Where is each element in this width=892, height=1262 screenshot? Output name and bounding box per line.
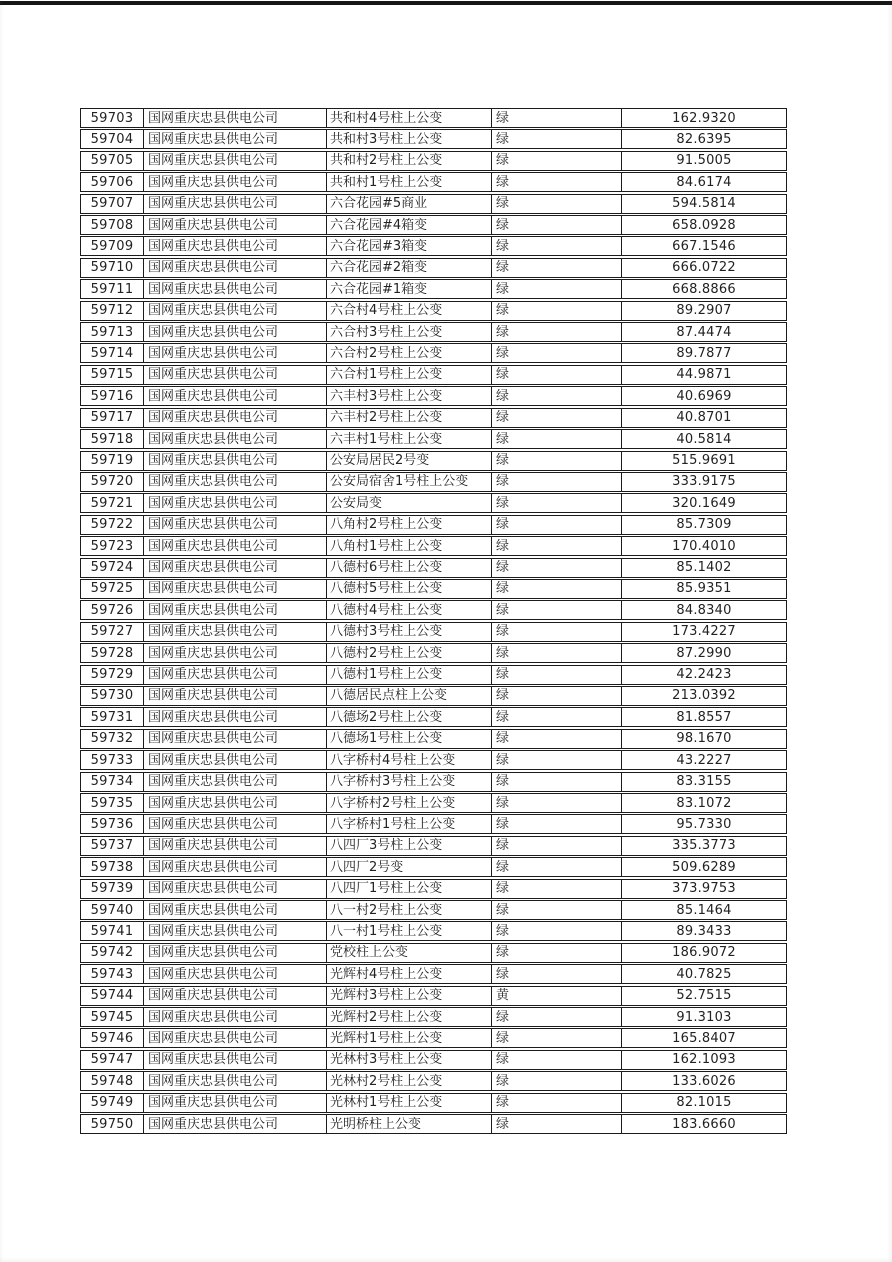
- cell-status: 绿: [491, 1008, 621, 1026]
- table-row: [80, 1093, 787, 1113]
- cell-company: 国网重庆忠县供电公司: [143, 751, 326, 769]
- table-row: [80, 1071, 787, 1091]
- cell-value: 84.6174: [621, 173, 786, 191]
- cell-company: 国网重庆忠县供电公司: [143, 1072, 326, 1090]
- cell-value: 165.8407: [621, 1029, 786, 1047]
- cell-company: 国网重庆忠县供电公司: [143, 109, 326, 127]
- cell-company: 国网重庆忠县供电公司: [143, 1051, 326, 1069]
- cell-value: 95.7330: [621, 815, 786, 833]
- cell-value: 668.8866: [621, 280, 786, 298]
- cell-record-id: 59739: [90, 881, 134, 897]
- cell-status: 绿: [491, 452, 621, 470]
- cell-company: 国网重庆忠县供电公司: [143, 152, 326, 170]
- cell-status: 绿: [491, 302, 621, 320]
- cell-status: 绿: [491, 794, 621, 812]
- cell-company: 国网重庆忠县供电公司: [143, 944, 326, 962]
- cell-value: 40.8701: [621, 409, 786, 427]
- cell-company: 国网重庆忠县供电公司: [143, 452, 326, 470]
- table-row: [80, 879, 787, 899]
- cell-company: 国网重庆忠县供电公司: [143, 858, 326, 876]
- cell-transformer-name: 公安局宿舍1号柱上公变: [326, 473, 491, 491]
- cell-transformer-name: 公安局居民2号变: [326, 452, 491, 470]
- table-row: [80, 772, 787, 792]
- cell-transformer-name: 共和村3号柱上公变: [326, 130, 491, 148]
- table-row: [80, 750, 787, 770]
- cell-transformer-name: 光明桥柱上公变: [326, 1115, 491, 1133]
- cell-company: 国网重庆忠县供电公司: [143, 537, 326, 555]
- table-row: [80, 707, 787, 727]
- cell-transformer-name: 八德居民点柱上公变: [326, 687, 491, 705]
- cell-record-id: 59740: [90, 902, 134, 918]
- cell-value: 658.0928: [621, 216, 786, 234]
- table-row: [80, 429, 787, 449]
- table-row: [80, 279, 787, 299]
- cell-status: 绿: [491, 473, 621, 491]
- cell-status: 绿: [491, 280, 621, 298]
- cell-company: 国网重庆忠县供电公司: [143, 987, 326, 1005]
- cell-status: 绿: [491, 1029, 621, 1047]
- cell-transformer-name: 八字桥村2号柱上公变: [326, 794, 491, 812]
- cell-transformer-name: 八字桥村4号柱上公变: [326, 751, 491, 769]
- table-row: [80, 1114, 787, 1134]
- cell-record-id: 59719: [90, 453, 134, 468]
- cell-record-id: 59733: [90, 752, 134, 768]
- cell-value: 373.9753: [621, 880, 786, 898]
- cell-transformer-name: 光辉村2号柱上公变: [326, 1008, 491, 1026]
- cell-record-id: 59745: [90, 1009, 134, 1025]
- cell-company: 国网重庆忠县供电公司: [143, 922, 326, 940]
- cell-record-id: 59734: [90, 774, 134, 790]
- table-row: [80, 943, 787, 963]
- cell-value: 186.9072: [621, 944, 786, 962]
- table-row: [80, 258, 787, 278]
- cell-transformer-name: 八字桥村3号柱上公变: [326, 773, 491, 791]
- cell-status: 绿: [491, 666, 621, 684]
- scan-edge-shade-bottom: [0, 1257, 892, 1262]
- cell-status: 绿: [491, 516, 621, 534]
- cell-record-id: 59704: [90, 131, 134, 147]
- table-row: [80, 493, 787, 513]
- cell-record-id: 59730: [90, 688, 134, 704]
- cell-company: 国网重庆忠县供电公司: [143, 516, 326, 534]
- cell-transformer-name: 光辉村4号柱上公变: [326, 965, 491, 983]
- cell-status: 绿: [491, 644, 621, 662]
- cell-status: 绿: [491, 837, 621, 855]
- cell-value: 52.7515: [621, 987, 786, 1005]
- cell-value: 89.7877: [621, 344, 786, 362]
- cell-record-id: 59741: [90, 923, 134, 939]
- table-row: [80, 301, 787, 321]
- cell-record-id: 59709: [90, 238, 134, 254]
- cell-record-id: 59712: [90, 303, 134, 319]
- cell-transformer-name: 共和村2号柱上公变: [326, 152, 491, 170]
- cell-record-id: 59708: [90, 217, 134, 233]
- cell-value: 133.6026: [621, 1072, 786, 1090]
- cell-status: 绿: [491, 1051, 621, 1069]
- cell-transformer-name: 光辉村3号柱上公变: [326, 987, 491, 1005]
- cell-record-id: 59744: [90, 988, 134, 1004]
- cell-record-id: 59726: [90, 602, 134, 618]
- cell-status: 绿: [491, 922, 621, 940]
- cell-record-id: 59731: [90, 709, 134, 725]
- cell-value: 162.1093: [621, 1051, 786, 1069]
- cell-value: 667.1546: [621, 237, 786, 255]
- cell-value: 44.9871: [621, 366, 786, 384]
- cell-status: 绿: [491, 344, 621, 362]
- cell-record-id: 59736: [90, 816, 134, 832]
- cell-company: 国网重庆忠县供电公司: [143, 623, 326, 641]
- cell-record-id: 59747: [90, 1052, 134, 1068]
- cell-status: 绿: [491, 773, 621, 791]
- cell-company: 国网重庆忠县供电公司: [143, 473, 326, 491]
- table-row: [80, 172, 787, 192]
- table-row: [80, 1050, 787, 1070]
- cell-value: 43.2227: [621, 751, 786, 769]
- cell-record-id: 59703: [90, 110, 134, 126]
- table-row: [80, 793, 787, 813]
- cell-record-id: 59737: [90, 838, 134, 854]
- cell-record-id: 59748: [90, 1073, 134, 1089]
- cell-transformer-name: 光林村2号柱上公变: [326, 1072, 491, 1090]
- table-row: [80, 729, 787, 749]
- cell-record-id: 59711: [90, 281, 134, 297]
- cell-company: 国网重庆忠县供电公司: [143, 644, 326, 662]
- cell-status: 绿: [491, 1115, 621, 1133]
- cell-value: 335.3773: [621, 837, 786, 855]
- table-row: [80, 108, 787, 128]
- cell-value: 170.4010: [621, 537, 786, 555]
- cell-company: 国网重庆忠县供电公司: [143, 1029, 326, 1047]
- cell-status: 绿: [491, 259, 621, 277]
- cell-company: 国网重庆忠县供电公司: [143, 130, 326, 148]
- cell-transformer-name: 六丰村3号柱上公变: [326, 387, 491, 405]
- table-row: [80, 1028, 787, 1048]
- cell-transformer-name: 八德村4号柱上公变: [326, 601, 491, 619]
- cell-value: 40.5814: [621, 430, 786, 448]
- cell-company: 国网重庆忠县供电公司: [143, 494, 326, 512]
- cell-status: 绿: [491, 173, 621, 191]
- cell-company: 国网重庆忠县供电公司: [143, 687, 326, 705]
- cell-record-id: 59716: [90, 388, 134, 404]
- cell-transformer-name: 党校柱上公变: [326, 944, 491, 962]
- cell-status: 绿: [491, 494, 621, 512]
- cell-value: 333.9175: [621, 473, 786, 491]
- cell-value: 85.9351: [621, 580, 786, 598]
- cell-status: 绿: [491, 901, 621, 919]
- cell-record-id: 59722: [90, 517, 134, 533]
- table-row: [80, 515, 787, 535]
- cell-transformer-name: 共和村1号柱上公变: [326, 173, 491, 191]
- cell-company: 国网重庆忠县供电公司: [143, 237, 326, 255]
- cell-value: 82.1015: [621, 1094, 786, 1112]
- table-row: [80, 643, 787, 663]
- cell-company: 国网重庆忠县供电公司: [143, 430, 326, 448]
- cell-status: 绿: [491, 730, 621, 748]
- cell-company: 国网重庆忠县供电公司: [143, 837, 326, 855]
- cell-value: 91.3103: [621, 1008, 786, 1026]
- cell-company: 国网重庆忠县供电公司: [143, 773, 326, 791]
- cell-transformer-name: 六合花园#1箱变: [326, 280, 491, 298]
- cell-transformer-name: 光辉村1号柱上公变: [326, 1029, 491, 1047]
- cell-status: 绿: [491, 430, 621, 448]
- cell-record-id: 59718: [90, 431, 134, 447]
- cell-company: 国网重庆忠县供电公司: [143, 1115, 326, 1133]
- table-row: [80, 408, 787, 428]
- cell-record-id: 59732: [90, 731, 134, 747]
- cell-value: 42.2423: [621, 666, 786, 684]
- cell-record-id: 59724: [90, 560, 134, 576]
- cell-company: 国网重庆忠县供电公司: [143, 1094, 326, 1112]
- cell-company: 国网重庆忠县供电公司: [143, 815, 326, 833]
- cell-record-id: 59715: [90, 367, 134, 383]
- cell-company: 国网重庆忠县供电公司: [143, 730, 326, 748]
- cell-record-id: 59742: [90, 945, 134, 961]
- cell-record-id: 59735: [90, 795, 134, 811]
- cell-transformer-name: 六合村4号柱上公变: [326, 302, 491, 320]
- cell-record-id: 59728: [90, 645, 134, 661]
- cell-company: 国网重庆忠县供电公司: [143, 387, 326, 405]
- cell-company: 国网重庆忠县供电公司: [143, 302, 326, 320]
- cell-status: 绿: [491, 237, 621, 255]
- cell-company: 国网重庆忠县供电公司: [143, 216, 326, 234]
- cell-record-id: 59713: [90, 324, 134, 340]
- cell-value: 85.1464: [621, 901, 786, 919]
- cell-status: 绿: [491, 152, 621, 170]
- cell-transformer-name: 六合花园#2箱变: [326, 259, 491, 277]
- cell-value: 87.4474: [621, 323, 786, 341]
- cell-transformer-name: 八一村1号柱上公变: [326, 922, 491, 940]
- cell-transformer-name: 八德村2号柱上公变: [326, 644, 491, 662]
- cell-value: 162.9320: [621, 109, 786, 127]
- scan-edge-shade-right: [887, 0, 892, 1262]
- cell-status: 绿: [491, 1072, 621, 1090]
- cell-value: 89.3433: [621, 922, 786, 940]
- cell-record-id: 59706: [90, 174, 134, 190]
- table-row: [80, 536, 787, 556]
- table-row: [80, 343, 787, 363]
- cell-value: 213.0392: [621, 687, 786, 705]
- cell-transformer-name: 六合村2号柱上公变: [326, 344, 491, 362]
- cell-transformer-name: 六丰村1号柱上公变: [326, 430, 491, 448]
- cell-company: 国网重庆忠县供电公司: [143, 601, 326, 619]
- cell-status: 绿: [491, 216, 621, 234]
- table-row: [80, 686, 787, 706]
- table-row: [80, 386, 787, 406]
- cell-company: 国网重庆忠县供电公司: [143, 1008, 326, 1026]
- cell-value: 183.6660: [621, 1115, 786, 1133]
- cell-value: 666.0722: [621, 259, 786, 277]
- cell-record-id: 59721: [90, 495, 134, 511]
- cell-transformer-name: 光林村1号柱上公变: [326, 1094, 491, 1112]
- cell-status: 绿: [491, 323, 621, 341]
- cell-transformer-name: 共和村4号柱上公变: [326, 109, 491, 127]
- cell-status: 绿: [491, 858, 621, 876]
- table-row: [80, 665, 787, 685]
- table-row: [80, 236, 787, 256]
- cell-company: 国网重庆忠县供电公司: [143, 965, 326, 983]
- table-row: [80, 814, 787, 834]
- table-row: [80, 194, 787, 214]
- cell-record-id: 59707: [90, 196, 134, 212]
- table-row: [80, 986, 787, 1006]
- table-row: [80, 129, 787, 149]
- cell-record-id: 59720: [90, 474, 134, 490]
- cell-status: 绿: [491, 559, 621, 577]
- cell-status: 绿: [491, 944, 621, 962]
- cell-company: 国网重庆忠县供电公司: [143, 173, 326, 191]
- table-row: [80, 472, 787, 492]
- cell-status: 绿: [491, 195, 621, 213]
- table-row: [80, 451, 787, 471]
- cell-status: 绿: [491, 537, 621, 555]
- cell-value: 173.4227: [621, 623, 786, 641]
- cell-status: 绿: [491, 387, 621, 405]
- cell-transformer-name: 八德村3号柱上公变: [326, 623, 491, 641]
- cell-company: 国网重庆忠县供电公司: [143, 708, 326, 726]
- cell-value: 87.2990: [621, 644, 786, 662]
- cell-company: 国网重庆忠县供电公司: [143, 666, 326, 684]
- cell-record-id: 59749: [90, 1095, 134, 1111]
- cell-company: 国网重庆忠县供电公司: [143, 409, 326, 427]
- cell-value: 83.1072: [621, 794, 786, 812]
- cell-value: 85.1402: [621, 559, 786, 577]
- table-row: [80, 1007, 787, 1027]
- cell-status: 绿: [491, 751, 621, 769]
- cell-transformer-name: 八德场2号柱上公变: [326, 708, 491, 726]
- table-row: [80, 622, 787, 642]
- cell-transformer-name: 八角村2号柱上公变: [326, 516, 491, 534]
- cell-value: 82.6395: [621, 130, 786, 148]
- cell-transformer-name: 八四厂3号柱上公变: [326, 837, 491, 855]
- cell-value: 320.1649: [621, 494, 786, 512]
- cell-record-id: 59743: [90, 966, 134, 982]
- cell-value: 85.7309: [621, 516, 786, 534]
- cell-transformer-name: 六丰村2号柱上公变: [326, 409, 491, 427]
- cell-transformer-name: 六合村1号柱上公变: [326, 366, 491, 384]
- table-row: [80, 964, 787, 984]
- cell-record-id: 59746: [90, 1030, 134, 1046]
- cell-company: 国网重庆忠县供电公司: [143, 366, 326, 384]
- cell-value: 40.6969: [621, 387, 786, 405]
- cell-company: 国网重庆忠县供电公司: [143, 580, 326, 598]
- cell-transformer-name: 公安局变: [326, 494, 491, 512]
- table-row: [80, 579, 787, 599]
- cell-status: 绿: [491, 130, 621, 148]
- cell-record-id: 59727: [90, 624, 134, 640]
- cell-record-id: 59705: [90, 153, 134, 169]
- cell-value: 40.7825: [621, 965, 786, 983]
- cell-status: 绿: [491, 880, 621, 898]
- cell-transformer-name: 八德场1号柱上公变: [326, 730, 491, 748]
- cell-company: 国网重庆忠县供电公司: [143, 195, 326, 213]
- cell-transformer-name: 八四厂1号柱上公变: [326, 880, 491, 898]
- cell-value: 81.8557: [621, 708, 786, 726]
- table-row: [80, 558, 787, 578]
- cell-status: 绿: [491, 109, 621, 127]
- cell-transformer-name: 八德村1号柱上公变: [326, 666, 491, 684]
- cell-company: 国网重庆忠县供电公司: [143, 259, 326, 277]
- cell-transformer-name: 八四厂2号变: [326, 858, 491, 876]
- table-row: [80, 322, 787, 342]
- cell-status: 黄: [491, 987, 621, 1005]
- table-row: [80, 900, 787, 920]
- cell-transformer-name: 八德村5号柱上公变: [326, 580, 491, 598]
- cell-value: 89.2907: [621, 302, 786, 320]
- cell-transformer-name: 八德村6号柱上公变: [326, 559, 491, 577]
- cell-status: 绿: [491, 366, 621, 384]
- cell-status: 绿: [491, 580, 621, 598]
- cell-company: 国网重庆忠县供电公司: [143, 323, 326, 341]
- cell-status: 绿: [491, 965, 621, 983]
- table-row: [80, 215, 787, 235]
- table-row: [80, 921, 787, 941]
- cell-value: 509.6289: [621, 858, 786, 876]
- cell-value: 91.5005: [621, 152, 786, 170]
- cell-record-id: 59714: [90, 345, 134, 361]
- table-row: [80, 836, 787, 856]
- table-row: [80, 857, 787, 877]
- scan-edge-artifact-top: [0, 1, 892, 5]
- cell-transformer-name: 六合花园#4箱变: [326, 216, 491, 234]
- cell-transformer-name: 六合花园#3箱变: [326, 237, 491, 255]
- cell-record-id: 59725: [90, 581, 134, 597]
- cell-record-id: 59710: [90, 260, 134, 276]
- cell-company: 国网重庆忠县供电公司: [143, 280, 326, 298]
- table-row: [80, 365, 787, 385]
- cell-value: 84.8340: [621, 601, 786, 619]
- scan-edge-shade-left: [0, 0, 4, 1262]
- cell-value: 515.9691: [621, 452, 786, 470]
- cell-status: 绿: [491, 623, 621, 641]
- cell-transformer-name: 八角村1号柱上公变: [326, 537, 491, 555]
- cell-record-id: 59750: [90, 1116, 134, 1132]
- cell-transformer-name: 六合村3号柱上公变: [326, 323, 491, 341]
- cell-transformer-name: 八字桥村1号柱上公变: [326, 815, 491, 833]
- cell-record-id: 59723: [90, 538, 134, 554]
- cell-transformer-name: 六合花园#5商业: [326, 195, 491, 213]
- cell-status: 绿: [491, 815, 621, 833]
- cell-value: 594.5814: [621, 195, 786, 213]
- cell-company: 国网重庆忠县供电公司: [143, 344, 326, 362]
- cell-status: 绿: [491, 687, 621, 705]
- cell-status: 绿: [491, 601, 621, 619]
- cell-status: 绿: [491, 1094, 621, 1112]
- table-row: [80, 600, 787, 620]
- table-row: [80, 151, 787, 171]
- cell-company: 国网重庆忠县供电公司: [143, 794, 326, 812]
- cell-record-id: 59738: [90, 859, 134, 875]
- cell-status: 绿: [491, 409, 621, 427]
- cell-record-id: 59717: [90, 410, 134, 426]
- cell-status: 绿: [491, 708, 621, 726]
- cell-company: 国网重庆忠县供电公司: [143, 880, 326, 898]
- cell-transformer-name: 八一村2号柱上公变: [326, 901, 491, 919]
- cell-value: 83.3155: [621, 773, 786, 791]
- cell-record-id: 59729: [90, 667, 134, 683]
- cell-value: 98.1670: [621, 730, 786, 748]
- cell-transformer-name: 光林村3号柱上公变: [326, 1051, 491, 1069]
- cell-company: 国网重庆忠县供电公司: [143, 901, 326, 919]
- cell-company: 国网重庆忠县供电公司: [143, 559, 326, 577]
- transformer-load-table: [80, 108, 787, 1136]
